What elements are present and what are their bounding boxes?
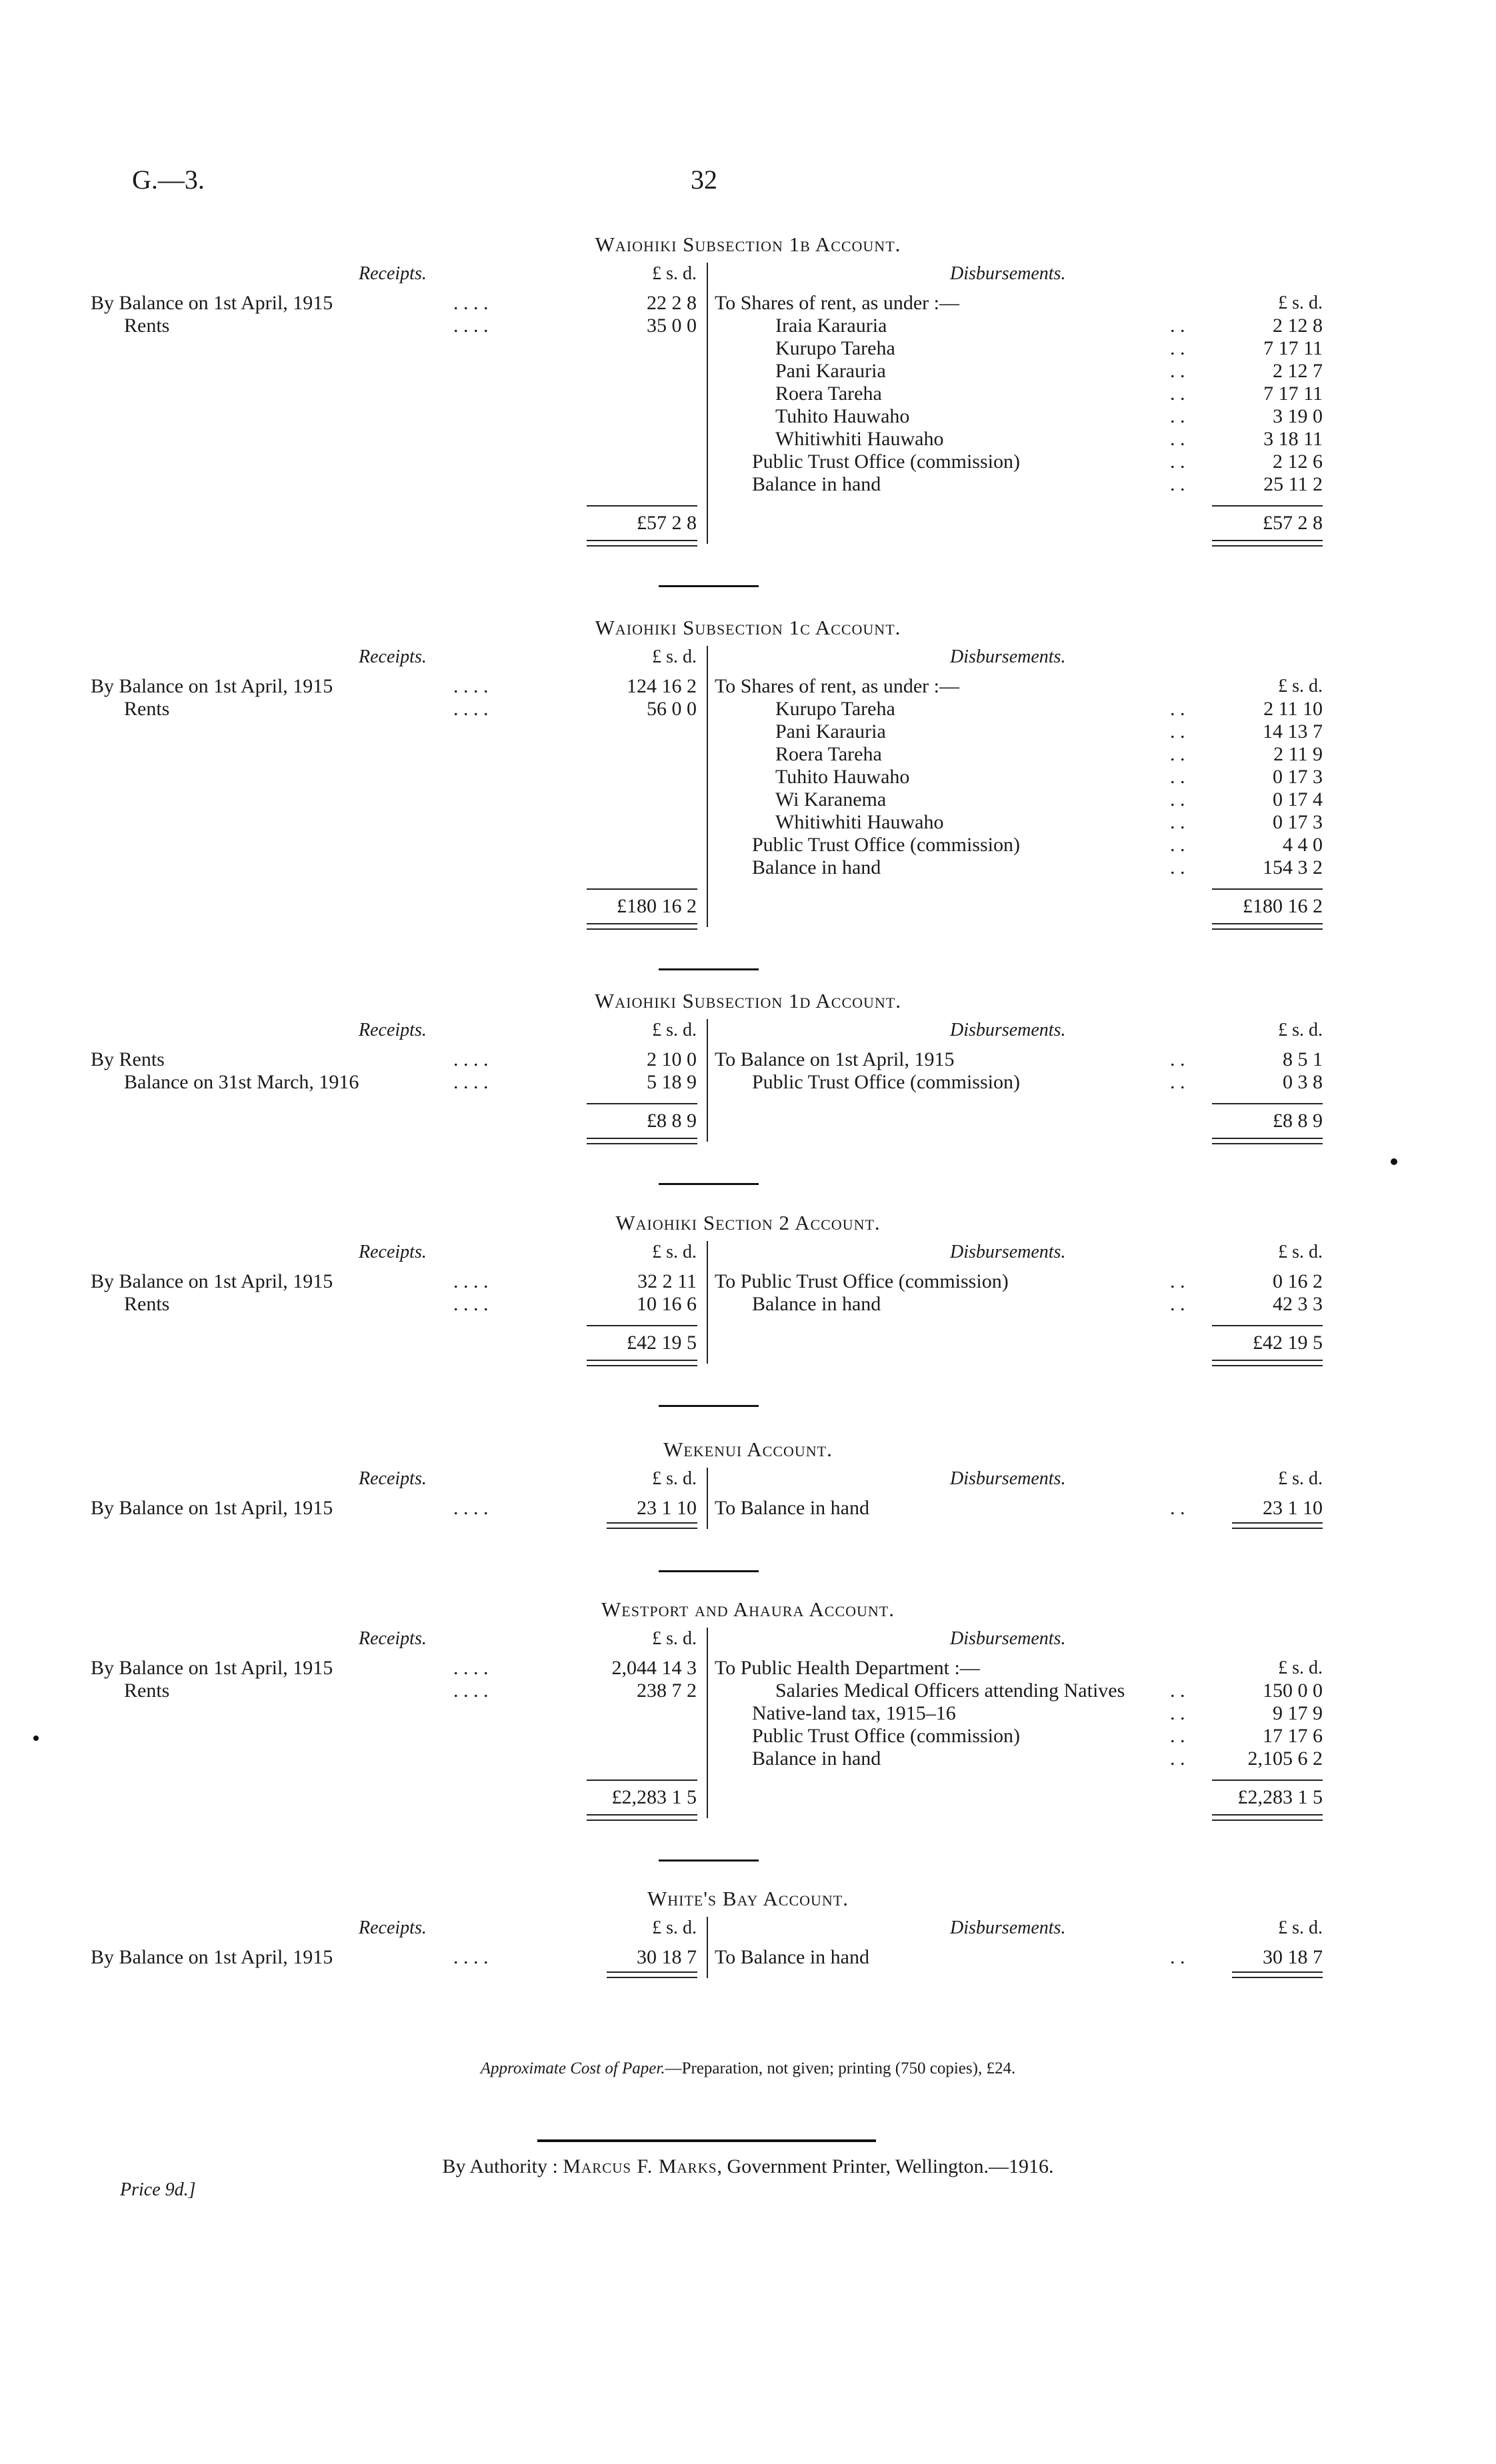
leader-dots: . . bbox=[1170, 383, 1185, 405]
receipt-label: By Balance on 1st April, 1915 bbox=[91, 675, 333, 697]
subtotal-rule bbox=[587, 888, 697, 890]
receipt-amount: 124 16 2 bbox=[627, 675, 697, 697]
disbursement-amount: 2 11 9 bbox=[1273, 743, 1323, 765]
account-title: Wekenui Account. bbox=[663, 1438, 833, 1461]
cost-label: Approximate Cost of Paper. bbox=[480, 2059, 665, 2077]
receipt-amount: 2,044 14 3 bbox=[611, 1657, 697, 1679]
total-double-rule bbox=[587, 923, 697, 930]
receipts-lsd-heading: £ s. d. bbox=[652, 1020, 697, 1040]
leader-dots: . . bbox=[1170, 1048, 1185, 1070]
leader-dots: . . bbox=[1170, 788, 1185, 810]
receipt-label: Rents bbox=[124, 315, 170, 337]
disbursement-amount: 42 3 3 bbox=[1273, 1293, 1323, 1315]
receipt-amount: 22 2 8 bbox=[647, 292, 697, 314]
leader-dots: . . . . bbox=[453, 1680, 489, 1702]
disbursement-amount: 154 3 2 bbox=[1263, 856, 1323, 878]
disbursement-label: Kurupo Tareha bbox=[775, 698, 895, 720]
disbursements-lsd-heading: £ s. d. bbox=[1278, 1020, 1323, 1040]
receipts-lsd-heading: £ s. d. bbox=[652, 263, 697, 284]
disbursement-label: To Shares of rent, as under :— bbox=[715, 675, 959, 697]
total-double-rule bbox=[1212, 1138, 1323, 1144]
subtotal-rule bbox=[1212, 1103, 1323, 1104]
receipt-amount: 56 0 0 bbox=[647, 698, 697, 720]
subtotal-rule bbox=[587, 505, 697, 507]
leader-dots: . . bbox=[1170, 1946, 1185, 1968]
total-double-rule bbox=[587, 1138, 697, 1144]
column-divider bbox=[707, 1468, 708, 1529]
disbursement-label: Tuhito Hauwaho bbox=[775, 405, 910, 427]
disbursements-lsd-heading: £ s. d. bbox=[1278, 1917, 1323, 1938]
receipts-heading: Receipts. bbox=[359, 1468, 427, 1489]
disbursement-label: Kurupo Tareha bbox=[775, 337, 895, 359]
disbursement-label: To Balance in hand bbox=[715, 1497, 869, 1519]
disbursements-heading: Disbursements. bbox=[950, 1917, 1066, 1938]
disbursement-label: Balance in hand bbox=[752, 856, 881, 878]
page-reference: G.—3. bbox=[132, 165, 205, 195]
disbursements-heading: Disbursements. bbox=[950, 263, 1066, 284]
leader-dots: . . . . bbox=[453, 1048, 489, 1070]
subtotal-rule bbox=[587, 1325, 697, 1326]
leader-dots: . . bbox=[1170, 428, 1185, 450]
disbursements-total: £180 16 2 bbox=[1243, 895, 1323, 917]
receipts-heading: Receipts. bbox=[359, 1917, 427, 1938]
leader-dots: . . . . bbox=[453, 675, 489, 697]
print-speck bbox=[1391, 1158, 1397, 1165]
leader-dots: . . bbox=[1170, 315, 1185, 337]
disbursement-amount: 14 13 7 bbox=[1263, 720, 1323, 742]
disbursement-label: Pani Karauria bbox=[775, 360, 886, 382]
column-divider bbox=[707, 1628, 708, 1818]
disbursement-amount: 9 17 9 bbox=[1273, 1702, 1323, 1724]
section-separator bbox=[659, 1405, 759, 1407]
disbursement-amount: 8 5 1 bbox=[1283, 1048, 1323, 1070]
leader-dots: . . bbox=[1170, 451, 1185, 473]
disbursement-amount: 17 17 6 bbox=[1263, 1725, 1323, 1747]
section-separator bbox=[659, 585, 759, 587]
page-number: 32 bbox=[691, 165, 717, 195]
leader-dots: . . bbox=[1170, 1071, 1185, 1093]
total-double-rule bbox=[1212, 1360, 1323, 1366]
subtotal-rule bbox=[1212, 1780, 1323, 1781]
receipt-label: By Balance on 1st April, 1915 bbox=[91, 1946, 333, 1968]
subtotal-rule bbox=[1212, 888, 1323, 890]
section-separator bbox=[659, 1570, 759, 1572]
disbursement-amount: 0 16 2 bbox=[1273, 1270, 1323, 1292]
subtotal-rule bbox=[1212, 1325, 1323, 1326]
column-divider bbox=[707, 263, 708, 544]
receipts-lsd-heading: £ s. d. bbox=[652, 1628, 697, 1649]
leader-dots: . . bbox=[1170, 1270, 1185, 1292]
leader-dots: . . bbox=[1170, 743, 1185, 765]
leader-dots: . . . . bbox=[453, 698, 489, 720]
column-divider bbox=[707, 1917, 708, 1978]
disbursement-label: Whitiwhiti Hauwaho bbox=[775, 428, 944, 450]
receipts-heading: Receipts. bbox=[359, 1242, 427, 1262]
subtotal-rule bbox=[587, 1103, 697, 1104]
disbursements-lsd-heading: £ s. d. bbox=[1278, 1658, 1323, 1678]
disbursements-heading: Disbursements. bbox=[950, 646, 1066, 667]
subtotal-rule bbox=[1212, 505, 1323, 507]
column-divider bbox=[707, 1241, 708, 1364]
leader-dots: . . bbox=[1170, 337, 1185, 359]
leader-dots: . . bbox=[1170, 1725, 1185, 1747]
cost-of-paper-note bbox=[0, 2059, 1496, 2078]
disbursement-label: Tuhito Hauwaho bbox=[775, 766, 910, 788]
disbursement-amount: 3 19 0 bbox=[1273, 405, 1323, 427]
disbursements-total: £42 19 5 bbox=[1253, 1332, 1323, 1354]
receipts-lsd-heading: £ s. d. bbox=[652, 1468, 697, 1489]
receipts-heading: Receipts. bbox=[359, 646, 427, 667]
receipt-label: Rents bbox=[124, 1680, 170, 1702]
receipt-label: By Balance on 1st April, 1915 bbox=[91, 1270, 333, 1292]
receipts-total: £42 19 5 bbox=[627, 1332, 697, 1354]
authority-line bbox=[0, 2155, 1496, 2178]
total-double-rule bbox=[587, 1814, 697, 1821]
disbursement-label: Balance in hand bbox=[752, 1748, 881, 1770]
disbursements-lsd-heading: £ s. d. bbox=[1278, 676, 1323, 696]
section-separator bbox=[659, 1183, 759, 1185]
subtotal-rule bbox=[587, 1780, 697, 1781]
disbursement-amount: 2 12 8 bbox=[1273, 315, 1323, 337]
disbursement-label: Public Trust Office (commission) bbox=[752, 1071, 1020, 1093]
leader-dots: . . bbox=[1170, 1702, 1185, 1724]
receipt-label: By Balance on 1st April, 1915 bbox=[91, 1497, 333, 1519]
receipts-total: £2,283 1 5 bbox=[611, 1786, 697, 1808]
receipt-label: By Balance on 1st April, 1915 bbox=[91, 292, 333, 314]
disbursement-label: Wi Karanema bbox=[775, 788, 887, 810]
account-title: Waiohiki Section 2 Account. bbox=[615, 1211, 881, 1234]
authority-prefix: By Authority : bbox=[442, 2155, 558, 2177]
account-title: Waiohiki Subsection 1d Account. bbox=[595, 989, 901, 1012]
print-speck bbox=[33, 1736, 39, 1741]
disbursement-amount: 4 4 0 bbox=[1283, 834, 1323, 856]
total-double-rule bbox=[607, 1971, 697, 1978]
column-divider bbox=[707, 1019, 708, 1142]
disbursement-amount: 0 17 3 bbox=[1273, 766, 1323, 788]
leader-dots: . . bbox=[1170, 698, 1185, 720]
leader-dots: . . . . bbox=[453, 1071, 489, 1093]
receipts-heading: Receipts. bbox=[359, 1020, 427, 1040]
disbursement-amount: 30 18 7 bbox=[1263, 1946, 1323, 1968]
disbursement-label: Public Trust Office (commission) bbox=[752, 1725, 1020, 1747]
leader-dots: . . . . bbox=[453, 1293, 489, 1315]
disbursement-label: Balance in hand bbox=[752, 1293, 881, 1315]
total-double-rule bbox=[1232, 1522, 1323, 1529]
receipts-heading: Receipts. bbox=[359, 263, 427, 284]
disbursement-amount: 7 17 11 bbox=[1263, 337, 1323, 359]
disbursement-amount: 150 0 0 bbox=[1263, 1680, 1323, 1702]
total-double-rule bbox=[1232, 1971, 1323, 1978]
disbursement-label: To Balance in hand bbox=[715, 1946, 869, 1968]
receipt-label: By Balance on 1st April, 1915 bbox=[91, 1657, 333, 1679]
disbursements-lsd-heading: £ s. d. bbox=[1278, 1242, 1323, 1262]
disbursements-total: £57 2 8 bbox=[1263, 512, 1323, 534]
disbursement-amount: 0 17 4 bbox=[1273, 788, 1323, 810]
receipt-amount: 238 7 2 bbox=[637, 1680, 697, 1702]
disbursement-label: Roera Tareha bbox=[775, 743, 882, 765]
disbursement-amount: 23 1 10 bbox=[1263, 1497, 1323, 1519]
account-title: White's Bay Account. bbox=[647, 1887, 849, 1910]
disbursement-amount: 0 17 3 bbox=[1273, 811, 1323, 833]
disbursement-label: To Public Health Department :— bbox=[715, 1657, 980, 1679]
receipts-total: £180 16 2 bbox=[617, 895, 697, 917]
leader-dots: . . bbox=[1170, 811, 1185, 833]
receipt-amount: 10 16 6 bbox=[637, 1293, 697, 1315]
receipt-label: Rents bbox=[124, 698, 170, 720]
disbursement-amount: 2 12 6 bbox=[1273, 451, 1323, 473]
disbursement-label: To Public Trust Office (commission) bbox=[715, 1270, 1009, 1292]
account-title: Westport and Ahaura Account. bbox=[601, 1598, 895, 1621]
receipt-amount: 35 0 0 bbox=[647, 315, 697, 337]
receipts-lsd-heading: £ s. d. bbox=[652, 646, 697, 667]
receipts-total: £57 2 8 bbox=[637, 512, 697, 534]
leader-dots: . . bbox=[1170, 1680, 1185, 1702]
total-double-rule bbox=[1212, 923, 1323, 930]
leader-dots: . . bbox=[1170, 720, 1185, 742]
leader-dots: . . bbox=[1170, 1497, 1185, 1519]
leader-dots: . . bbox=[1170, 1293, 1185, 1315]
column-divider bbox=[707, 646, 708, 927]
leader-dots: . . bbox=[1170, 834, 1185, 856]
leader-dots: . . bbox=[1170, 1748, 1185, 1770]
disbursement-label: Pani Karauria bbox=[775, 720, 886, 742]
receipt-amount: 23 1 10 bbox=[637, 1497, 697, 1519]
cost-text: —Preparation, not given; printing (750 copies), £24. bbox=[665, 2059, 1016, 2077]
receipts-lsd-heading: £ s. d. bbox=[652, 1242, 697, 1262]
price-note: Price 9d.] bbox=[120, 2179, 196, 2200]
leader-dots: . . . . bbox=[453, 1657, 489, 1679]
disbursements-lsd-heading: £ s. d. bbox=[1278, 1468, 1323, 1489]
disbursements-lsd-heading: £ s. d. bbox=[1278, 293, 1323, 313]
leader-dots: . . bbox=[1170, 856, 1185, 878]
printer-name: Marcus F. Marks bbox=[563, 2155, 717, 2177]
leader-dots: . . . . bbox=[453, 1946, 489, 1968]
disbursement-label: Public Trust Office (commission) bbox=[752, 451, 1020, 473]
account-title: Waiohiki Subsection 1c Account. bbox=[595, 616, 901, 639]
disbursements-heading: Disbursements. bbox=[950, 1020, 1066, 1040]
disbursements-heading: Disbursements. bbox=[950, 1628, 1066, 1649]
receipt-label: Rents bbox=[124, 1293, 170, 1315]
total-double-rule bbox=[587, 1360, 697, 1366]
disbursements-heading: Disbursements. bbox=[950, 1242, 1066, 1262]
leader-dots: . . bbox=[1170, 405, 1185, 427]
receipt-amount: 2 10 0 bbox=[647, 1048, 697, 1070]
receipt-amount: 32 2 11 bbox=[637, 1270, 697, 1292]
leader-dots: . . . . bbox=[453, 1270, 489, 1292]
disbursement-amount: 0 3 8 bbox=[1283, 1071, 1323, 1093]
disbursement-amount: 2,105 6 2 bbox=[1247, 1748, 1323, 1770]
leader-dots: . . bbox=[1170, 473, 1185, 495]
disbursement-amount: 2 11 10 bbox=[1263, 698, 1323, 720]
footer-rule bbox=[537, 2139, 876, 2142]
disbursement-amount: 7 17 11 bbox=[1263, 383, 1323, 405]
disbursements-total: £8 8 9 bbox=[1273, 1110, 1323, 1132]
disbursement-amount: 25 11 2 bbox=[1263, 473, 1323, 495]
disbursements-heading: Disbursements. bbox=[950, 1468, 1066, 1489]
disbursement-label: Balance in hand bbox=[752, 473, 881, 495]
disbursement-label: To Balance on 1st April, 1915 bbox=[715, 1048, 955, 1070]
disbursement-label: Whitiwhiti Hauwaho bbox=[775, 811, 944, 833]
total-double-rule bbox=[607, 1522, 697, 1529]
disbursement-label: Native-land tax, 1915–16 bbox=[752, 1702, 956, 1724]
leader-dots: . . . . bbox=[453, 315, 489, 337]
total-double-rule bbox=[587, 540, 697, 547]
leader-dots: . . . . bbox=[453, 1497, 489, 1519]
receipts-lsd-heading: £ s. d. bbox=[652, 1917, 697, 1938]
account-title: Waiohiki Subsection 1b Account. bbox=[595, 233, 901, 256]
leader-dots: . . . . bbox=[453, 292, 489, 314]
disbursement-label: Public Trust Office (commission) bbox=[752, 834, 1020, 856]
disbursement-amount: 2 12 7 bbox=[1273, 360, 1323, 382]
leader-dots: . . bbox=[1170, 360, 1185, 382]
receipt-amount: 30 18 7 bbox=[637, 1946, 697, 1968]
total-double-rule bbox=[1212, 540, 1323, 547]
disbursement-label: Roera Tareha bbox=[775, 383, 882, 405]
receipts-heading: Receipts. bbox=[359, 1628, 427, 1649]
receipts-total: £8 8 9 bbox=[647, 1110, 697, 1132]
disbursement-label: To Shares of rent, as under :— bbox=[715, 292, 959, 314]
disbursement-label: Salaries Medical Officers attending Natives bbox=[775, 1680, 1125, 1702]
leader-dots: . . bbox=[1170, 766, 1185, 788]
receipt-label: By Rents bbox=[91, 1048, 165, 1070]
receipt-amount: 5 18 9 bbox=[647, 1071, 697, 1093]
section-separator bbox=[659, 968, 759, 970]
section-separator bbox=[659, 1859, 759, 1861]
receipt-label: Balance on 31st March, 1916 bbox=[124, 1071, 359, 1093]
authority-suffix: , Government Printer, Wellington.—1916. bbox=[717, 2155, 1054, 2177]
total-double-rule bbox=[1212, 1814, 1323, 1821]
disbursement-amount: 3 18 11 bbox=[1263, 428, 1323, 450]
disbursement-label: Iraia Karauria bbox=[775, 315, 887, 337]
disbursements-total: £2,283 1 5 bbox=[1237, 1786, 1323, 1808]
